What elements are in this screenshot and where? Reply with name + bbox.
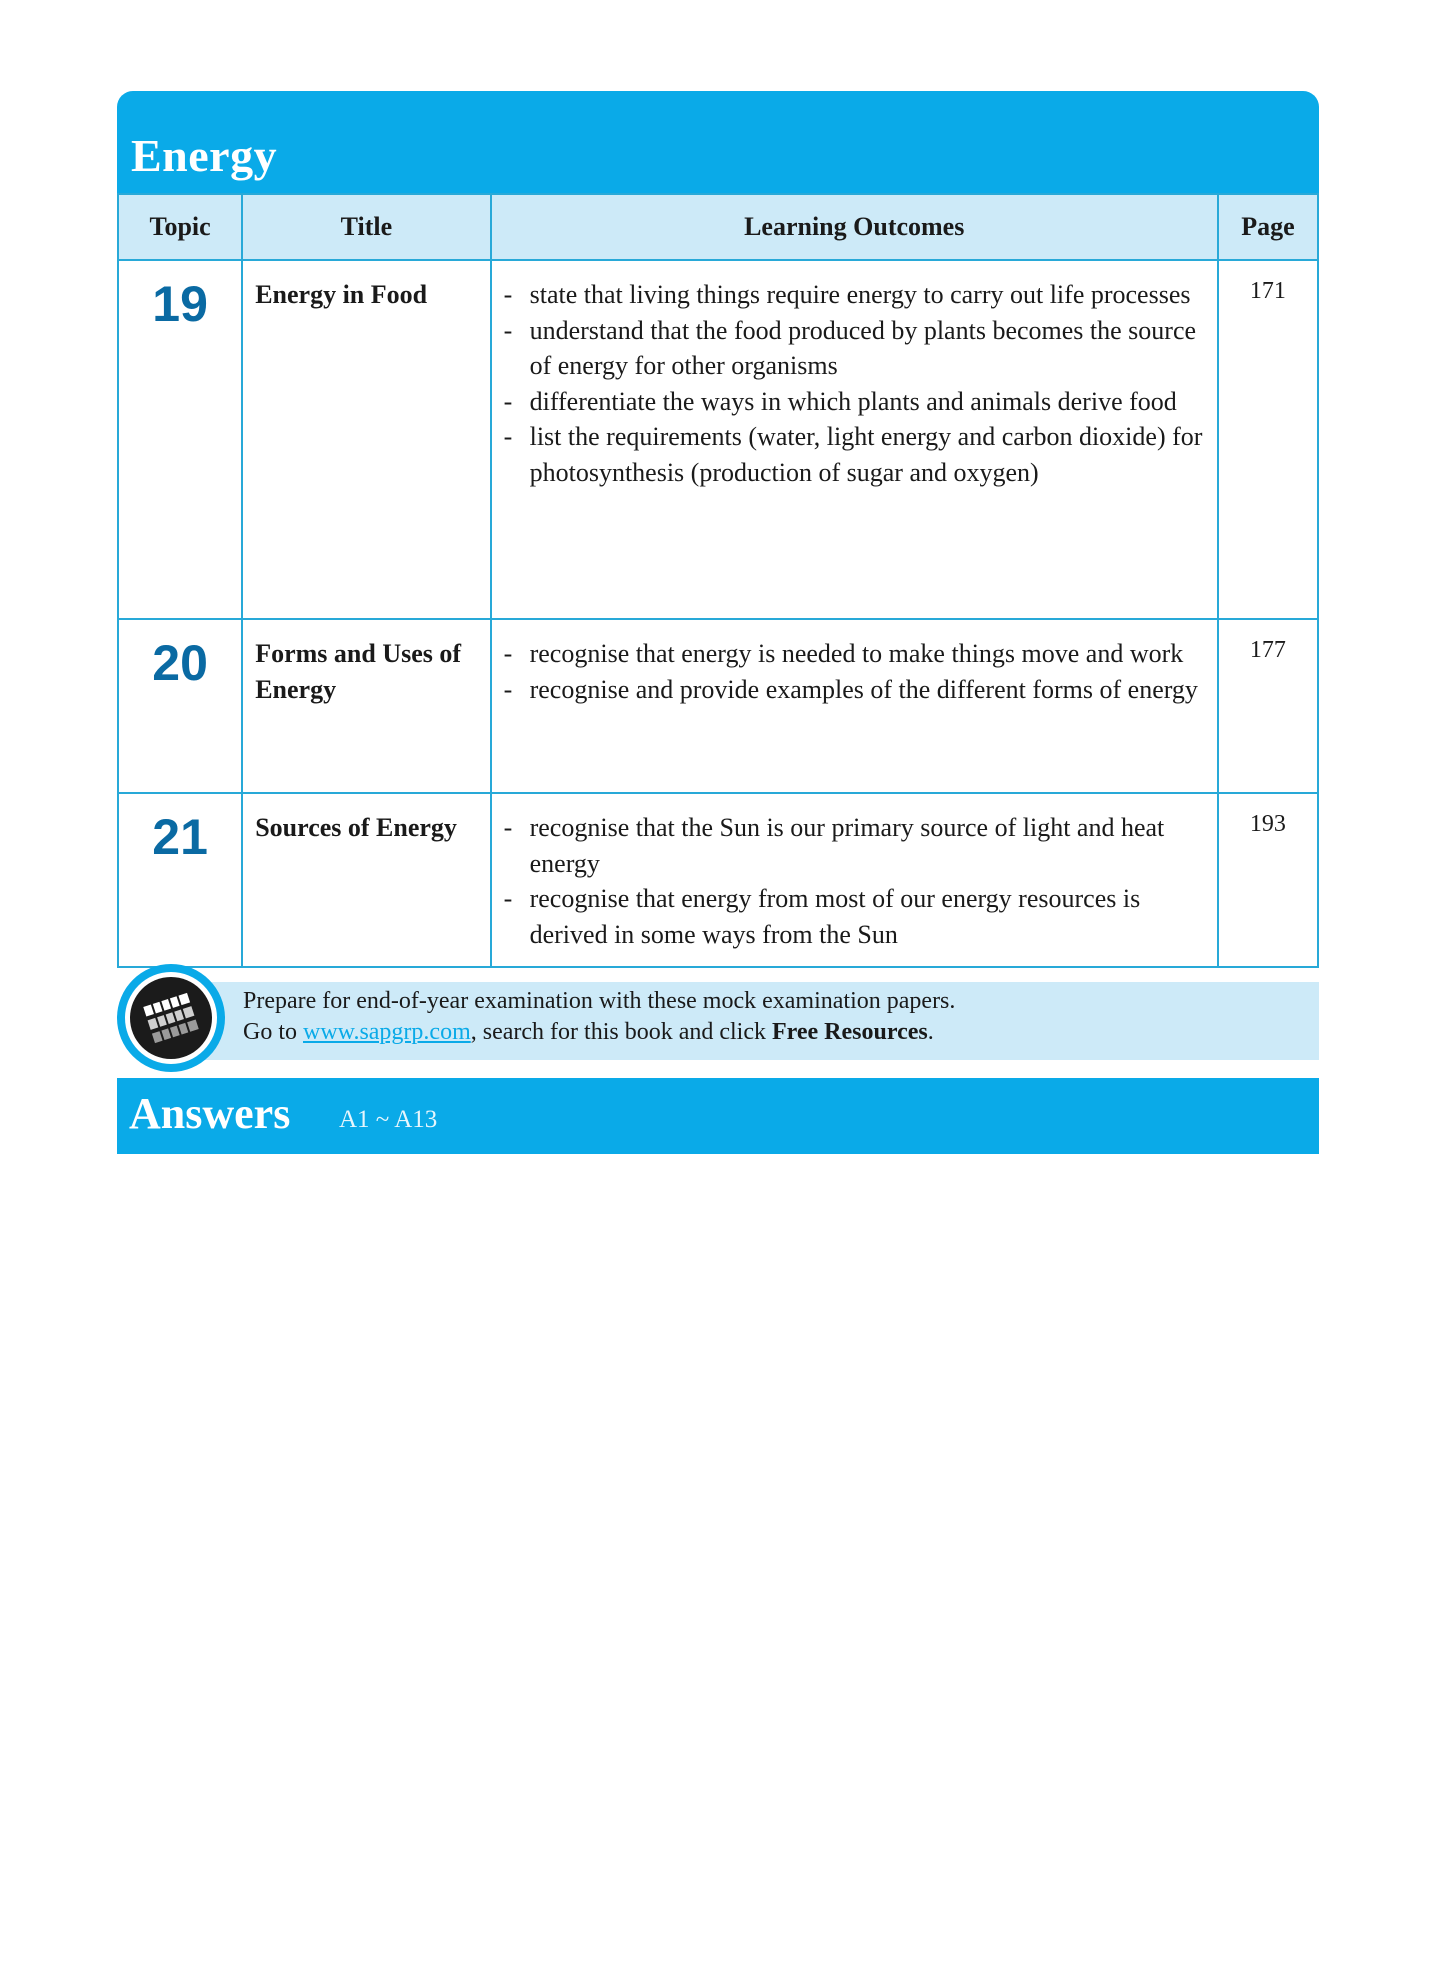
table-header-row: [118, 194, 1318, 260]
page-number: 177: [1218, 619, 1318, 793]
free-resources-label: Free Resources: [772, 1019, 928, 1045]
answers-banner: [117, 1078, 1319, 1154]
header-learning-outcomes: Learning Outcomes: [491, 194, 1218, 260]
outcome-item: - state that living things require energy to carry out life processes: [500, 277, 1207, 313]
answers-title: Answers: [129, 1089, 291, 1138]
topic-number: 21: [118, 793, 242, 967]
energy-section: [117, 91, 1319, 968]
section-header: [117, 91, 1319, 193]
bullet-dash: -: [503, 280, 513, 309]
topic-number: 19: [118, 260, 242, 619]
notice-line-1: Prepare for end-of-year examination with these mock examination papers.: [243, 988, 956, 1014]
outcome-item: - list the requirements (water, light energy and carbon dioxide) for photosynthesis (production of sugar and oxygen): [500, 419, 1207, 490]
bullet-dash: -: [503, 674, 513, 704]
header-title: Title: [242, 194, 490, 260]
table-row: [118, 793, 1318, 967]
bullet-dash: -: [503, 422, 513, 451]
bullet-dash: -: [503, 639, 513, 668]
table-row: [118, 260, 1318, 619]
website-link[interactable]: www.sapgrp.com: [303, 1019, 471, 1045]
table-row: [118, 619, 1318, 793]
bullet-dash: -: [503, 386, 513, 416]
notice-text: [243, 986, 955, 1048]
outcome-item: - differentiate the ways in which plants and animals derive food: [500, 384, 1207, 420]
topic-number: 20: [118, 619, 242, 793]
learning-outcomes: [491, 619, 1218, 793]
bullet-dash: -: [503, 813, 513, 842]
bullet-dash: -: [503, 315, 513, 345]
outcome-item: - understand that the food produced by plants becomes the source of energy for other organisms: [500, 313, 1207, 384]
learning-outcomes: [491, 793, 1218, 967]
outcome-item: - recognise and provide examples of the different forms of energy: [500, 672, 1207, 708]
exam-papers-icon: [117, 964, 225, 1072]
contents-table: [117, 193, 1319, 968]
section-title: Energy: [131, 130, 278, 181]
notice-line-2: Go to www.sapgrp.com, search for this book and click Free Resources.: [243, 1019, 934, 1045]
page-number: 171: [1218, 260, 1318, 619]
header-page: Page: [1218, 194, 1318, 260]
bullet-dash: -: [503, 884, 513, 913]
header-topic: Topic: [118, 194, 242, 260]
outcome-item: - recognise that energy from most of our energy resources is derived in some ways from the Sun: [500, 881, 1207, 952]
topic-title: Forms and Uses of Energy: [242, 619, 490, 793]
topic-title: Energy in Food: [242, 260, 490, 619]
outcome-item: - recognise that the Sun is our primary source of light and heat energy: [500, 810, 1207, 881]
learning-outcomes: [491, 260, 1218, 619]
free-resources-notice: [117, 964, 1319, 1076]
answers-page-range: A1 ~ A13: [339, 1106, 438, 1133]
outcome-item: - recognise that energy is needed to make things move and work: [500, 636, 1207, 672]
topic-title: Sources of Energy: [242, 793, 490, 967]
page-number: 193: [1218, 793, 1318, 967]
